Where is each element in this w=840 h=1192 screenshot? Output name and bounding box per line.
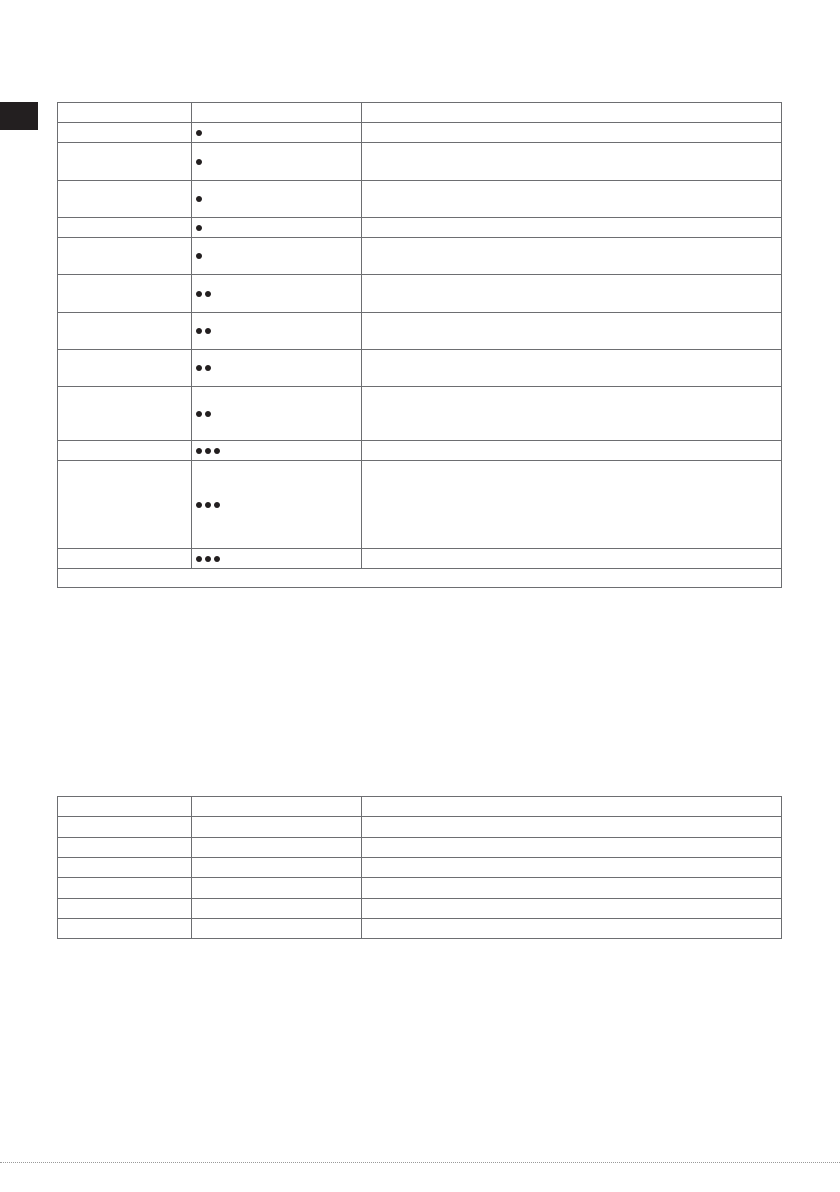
cell-indicator (192, 123, 362, 143)
cell-value (192, 858, 362, 878)
table-footnote (58, 569, 782, 588)
led-dot-icon (214, 556, 220, 562)
cell-name (58, 350, 192, 387)
dot-indicator (196, 225, 357, 231)
table-row (58, 238, 782, 275)
cell-description (362, 238, 782, 275)
cell-description (362, 838, 782, 858)
cell-name (58, 387, 192, 441)
table-row (58, 817, 782, 838)
cell-name (58, 838, 192, 858)
cell-name (58, 919, 192, 939)
led-dot-icon (196, 253, 202, 259)
cell-indicator (192, 313, 362, 350)
cell-indicator (192, 275, 362, 313)
table-row (58, 143, 782, 181)
led-dot-icon (205, 411, 211, 417)
cell-description (362, 181, 782, 218)
cell-description (362, 549, 782, 569)
led-dot-icon (205, 556, 211, 562)
led-dot-icon (214, 448, 220, 454)
cell-indicator (192, 238, 362, 275)
cell-name (58, 441, 192, 461)
led-dot-icon (196, 130, 202, 136)
cell-description (362, 858, 782, 878)
dot-indicator (196, 448, 357, 454)
led-dot-icon (205, 365, 211, 371)
led-dot-icon (205, 291, 211, 297)
cell-indicator (192, 218, 362, 238)
cell-indicator (192, 350, 362, 387)
cell-name (58, 313, 192, 350)
table-header-row (58, 103, 782, 123)
cell-indicator (192, 441, 362, 461)
dot-indicator (196, 502, 357, 508)
table-row (58, 441, 782, 461)
led-dot-icon (196, 291, 202, 297)
cell-description (362, 218, 782, 238)
table-row (58, 549, 782, 569)
cell-indicator (192, 461, 362, 549)
cell-value (192, 817, 362, 838)
cell-name (58, 238, 192, 275)
led-dot-icon (196, 225, 202, 231)
cell-description (362, 387, 782, 441)
cell-indicator (192, 387, 362, 441)
led-dot-icon (196, 196, 202, 202)
cell-name (58, 878, 192, 899)
table-row (58, 919, 782, 939)
table-row (58, 858, 782, 878)
led-dot-icon (196, 328, 202, 334)
table-row (58, 181, 782, 218)
led-dot-icon (196, 365, 202, 371)
led-dot-icon (205, 502, 211, 508)
cell-name (58, 899, 192, 919)
table-row (58, 123, 782, 143)
dot-indicator (196, 130, 357, 136)
cell-value (192, 838, 362, 858)
table-row (58, 313, 782, 350)
table-row (58, 350, 782, 387)
cell-value (192, 878, 362, 899)
led-dot-icon (196, 448, 202, 454)
cell-indicator (192, 181, 362, 218)
cell-description (362, 817, 782, 838)
dot-indicator (196, 159, 357, 165)
cell-description (362, 919, 782, 939)
cell-value (192, 919, 362, 939)
cell-name (58, 275, 192, 313)
second-table (57, 796, 782, 939)
cell-value (192, 797, 362, 817)
dot-indicator (196, 556, 357, 562)
cell-description (362, 797, 782, 817)
cell-description (362, 899, 782, 919)
dot-indicator (196, 328, 357, 334)
cell-description (362, 350, 782, 387)
led-dot-icon (205, 448, 211, 454)
cell-name (58, 549, 192, 569)
led-dot-icon (214, 502, 220, 508)
table-row (58, 899, 782, 919)
cell-description (362, 313, 782, 350)
cell-name (58, 143, 192, 181)
table-header-row (58, 797, 782, 817)
cell-description (362, 461, 782, 549)
dot-indicator (196, 253, 357, 259)
led-dot-icon (205, 328, 211, 334)
cell-description (362, 103, 782, 123)
cell-description (362, 275, 782, 313)
dot-indicator (196, 291, 357, 297)
table-row (58, 387, 782, 441)
cell-name (58, 461, 192, 549)
cell-description (362, 441, 782, 461)
cell-name (58, 218, 192, 238)
cell-description (362, 878, 782, 899)
dot-indicator (196, 196, 357, 202)
cell-name (58, 181, 192, 218)
cell-description (362, 143, 782, 181)
page-bottom-rule (0, 1162, 840, 1163)
table-row (58, 275, 782, 313)
table-footnote-row (58, 569, 782, 588)
cell-indicator (192, 549, 362, 569)
cell-name (58, 817, 192, 838)
led-dot-icon (196, 411, 202, 417)
cell-indicator (192, 143, 362, 181)
table-row (58, 461, 782, 549)
language-tab (0, 102, 38, 130)
cell-description (362, 123, 782, 143)
table-row (58, 218, 782, 238)
cell-name (58, 103, 192, 123)
led-dot-icon (196, 159, 202, 165)
cell-name (58, 123, 192, 143)
dot-indicator (196, 411, 357, 417)
cell-indicator (192, 103, 362, 123)
led-dot-icon (196, 502, 202, 508)
table-row (58, 878, 782, 899)
cell-value (192, 899, 362, 919)
table-row (58, 838, 782, 858)
indicator-table (57, 102, 782, 588)
dot-indicator (196, 365, 357, 371)
cell-name (58, 797, 192, 817)
led-dot-icon (196, 556, 202, 562)
cell-name (58, 858, 192, 878)
